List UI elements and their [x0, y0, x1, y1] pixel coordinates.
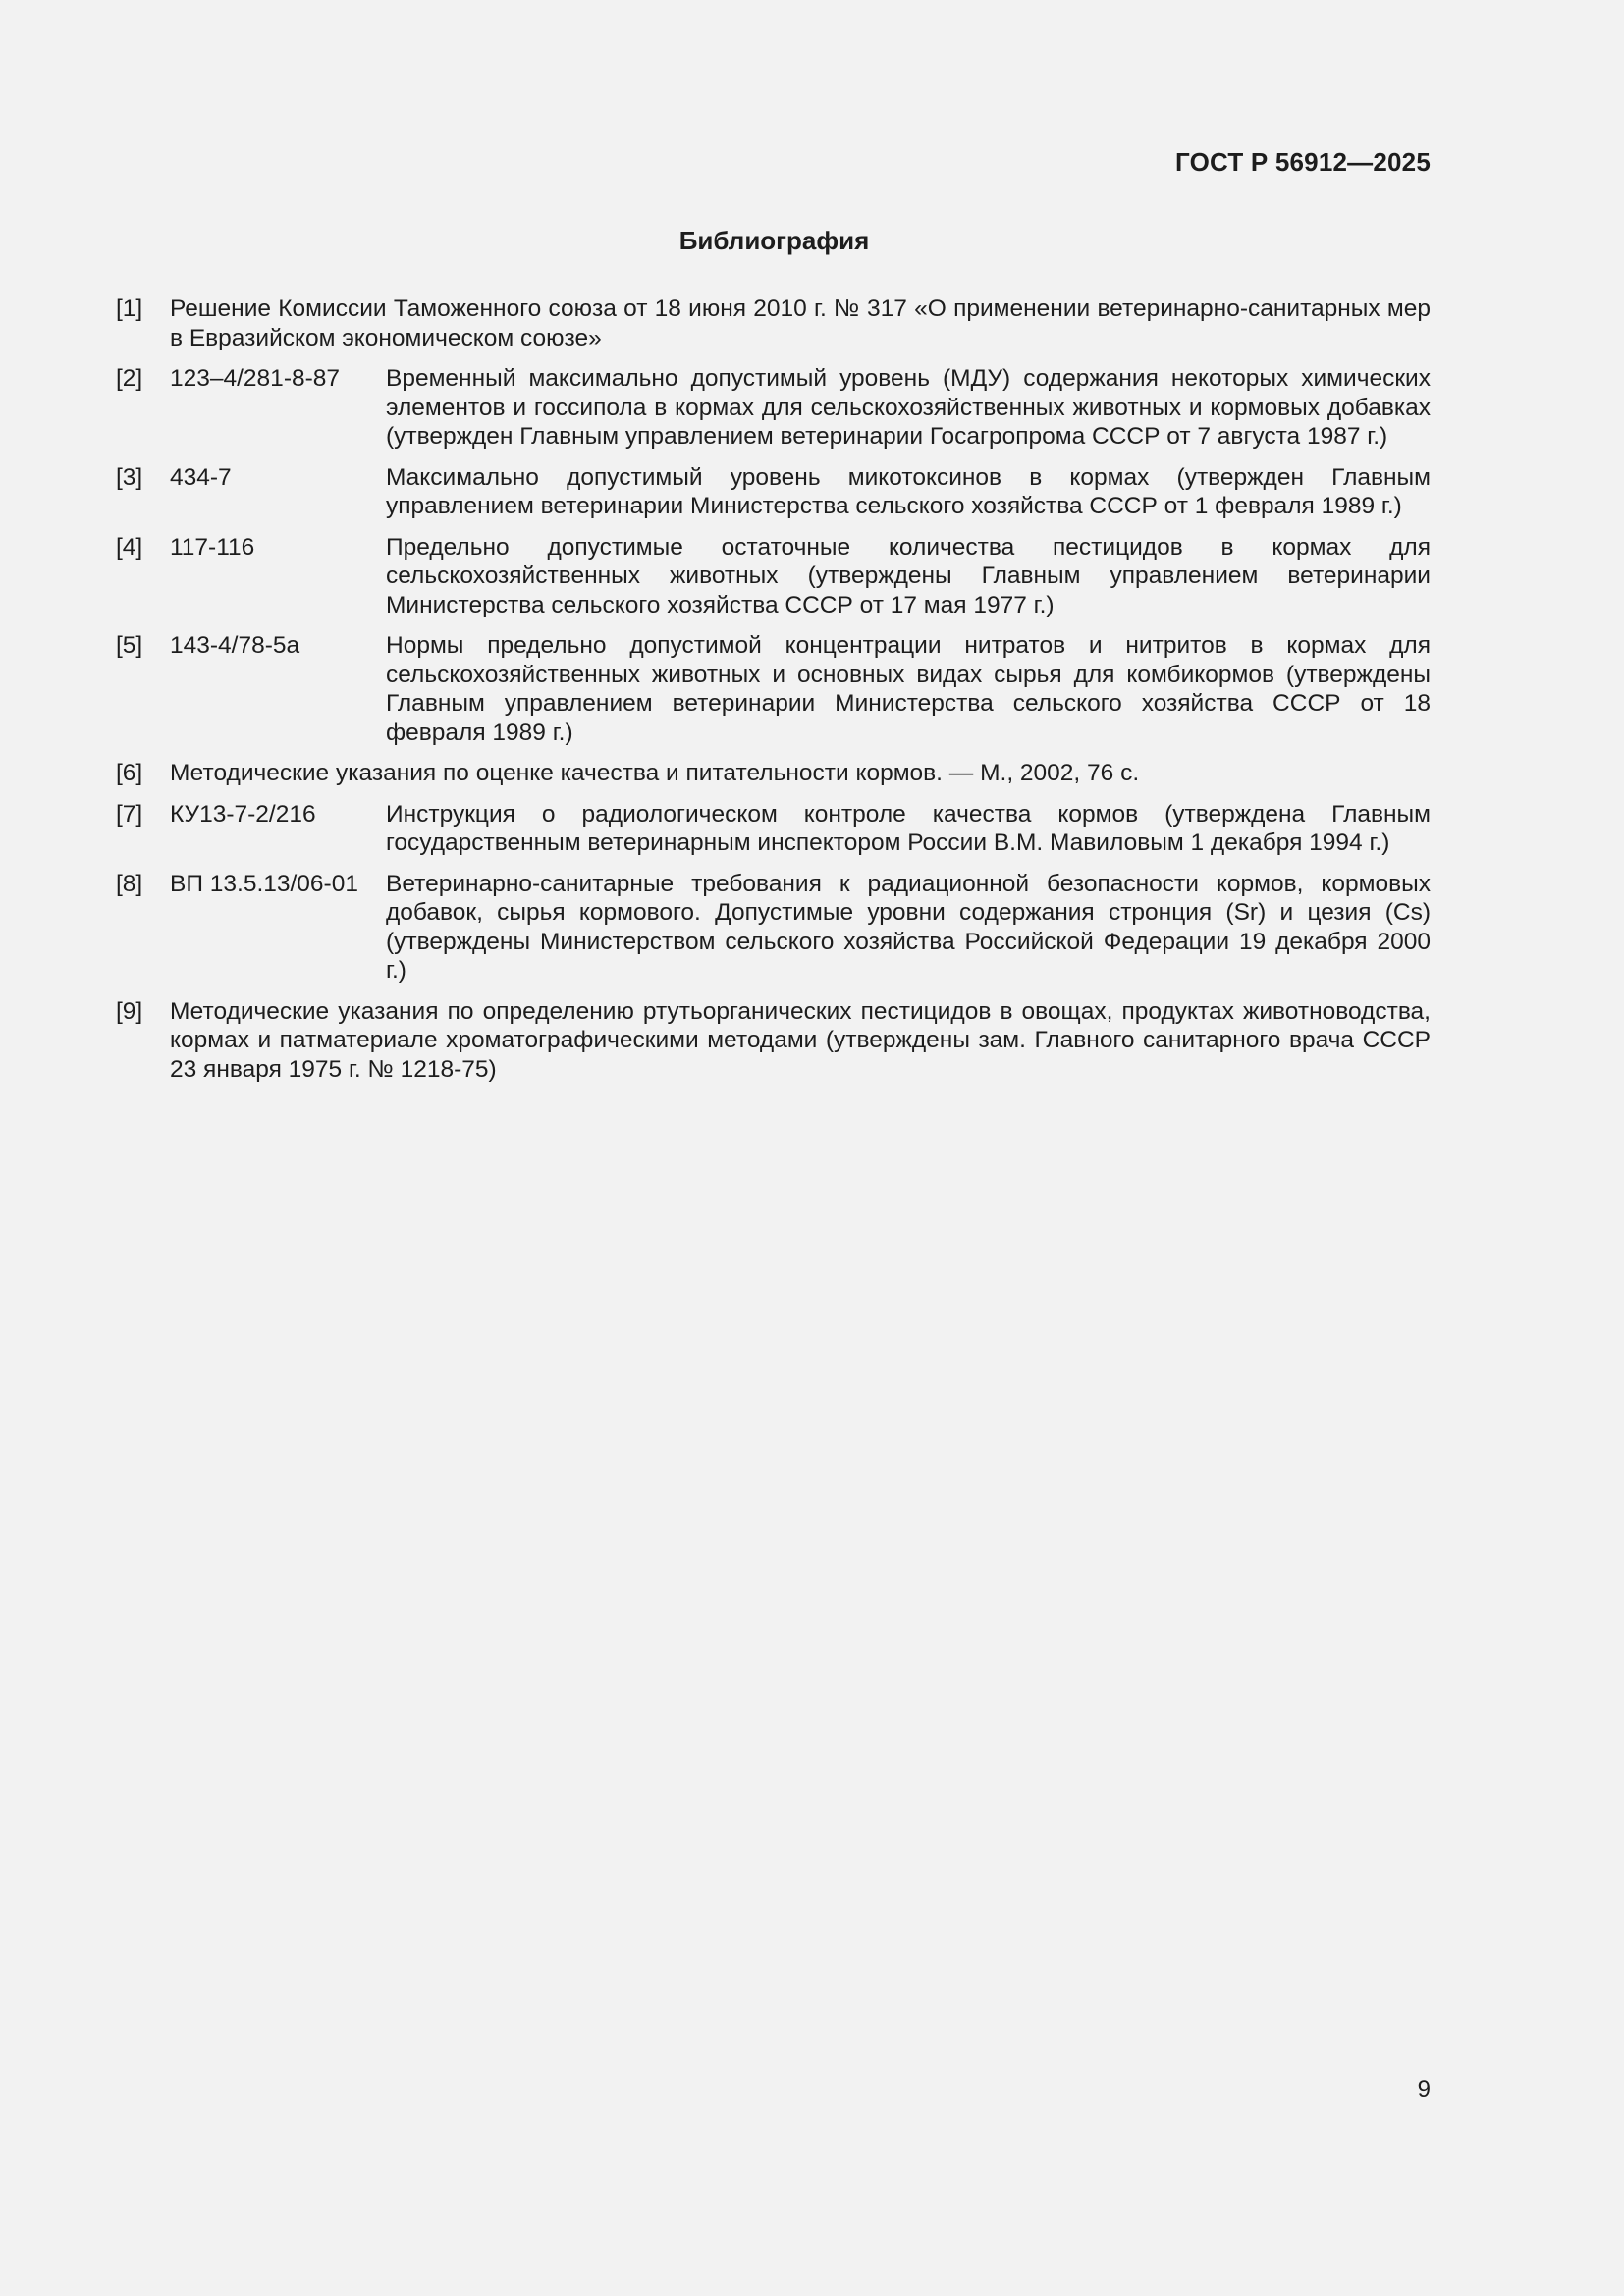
entry-text: Временный максимально допустимый уровень (МДУ) содержания некоторых химических элементов и госсипола в кормах для сельскохозяйственных животных и кормовых добавках (утвержден Главным управлением ветеринарии Госагропрома СССР от 7 августа 1987 г.) [386, 365, 1431, 450]
entry-text: Решение Комиссии Таможенного союза от 18 июня 2010 г. № 317 «О применении ветеринарно-санитарных мер в Евразийском экономическом союзе» [170, 295, 1431, 351]
bibliography-entry [116, 631, 1431, 747]
entry-text: Максимально допустимый уровень микотоксинов в кормах (утвержден Главным управлением ветеринарии Министерства сельского хозяйства СССР от 1 февраля 1989 г.) [386, 463, 1431, 519]
entry-code: 123–4/281-8-87 [170, 365, 341, 392]
bibliography-entry [116, 870, 1431, 986]
bibliography-entry [116, 800, 1431, 858]
document-id: ГОСТ Р 56912—2025 [1175, 147, 1431, 177]
entry-number: [2] [116, 365, 143, 392]
bibliography-entry [116, 997, 1431, 1085]
entry-text: Предельно допустимые остаточные количества пестицидов в кормах для сельскохозяйственных животных (утверждены Главным управлением ветеринарии Министерства сельского хозяйства СССР от 17 мая 1977 г.) [386, 533, 1431, 618]
entry-code: 143-4/78-5а [170, 632, 300, 659]
entry-text: Методические указания по определению ртутьорганических пестицидов в овощах, продуктах животноводства, кормах и патматериале хроматографическими методами (утверждены зам. Главного санитарного врача СССР 23 января 1975 г. № 1218-75) [170, 997, 1431, 1083]
entry-number: [5] [116, 632, 143, 659]
entry-text: Нормы предельно допустимой концентрации нитратов и нитритов в кормах для сельскохозяйственных животных и основных видах сырья для комбикормов (утверждены Главным управлением ветеринарии Министерства сельского хозяйства СССР от 18 февраля 1989 г.) [386, 632, 1431, 746]
entry-text: Ветеринарно-санитарные требования к радиационной безопасности кормов, кормовых добавок, сырья кормового. Допустимые уровни содержания стронция (Sr) и цезия (Cs) (утверждены Министерством сельского хозяйства Российской Федерации 19 декабря 2000 г.) [386, 870, 1431, 984]
entry-number: [1] [116, 295, 143, 322]
entry-number: [6] [116, 760, 143, 786]
entry-number: [3] [116, 463, 143, 491]
entry-code: 117-116 [170, 533, 255, 561]
entry-code: ВП 13.5.13/06-01 [170, 870, 358, 897]
bibliography-entry [116, 364, 1431, 452]
entry-code: 434-7 [170, 463, 232, 491]
page-number: 9 [1417, 2076, 1431, 2103]
entry-text: Инструкция о радиологическом контроле качества кормов (утверждена Главным государственным ветеринарным инспектором России В.М. Мавиловым 1 декабря 1994 г.) [386, 800, 1431, 856]
entry-text: Методические указания по оценке качества и питательности кормов. — М., 2002, 76 с. [170, 760, 1140, 786]
bibliography-entry [116, 294, 1431, 352]
bibliography-entry [116, 463, 1431, 521]
entry-number: [4] [116, 533, 143, 561]
entry-number: [7] [116, 800, 143, 828]
bibliography-entry [116, 759, 1431, 788]
entry-code: КУ13-7-2/216 [170, 800, 316, 828]
entry-number: [8] [116, 870, 143, 897]
entry-number: [9] [116, 997, 143, 1025]
bibliography-entry [116, 533, 1431, 620]
bibliography-list [116, 294, 1431, 1095]
section-title: Библиография [678, 226, 870, 255]
